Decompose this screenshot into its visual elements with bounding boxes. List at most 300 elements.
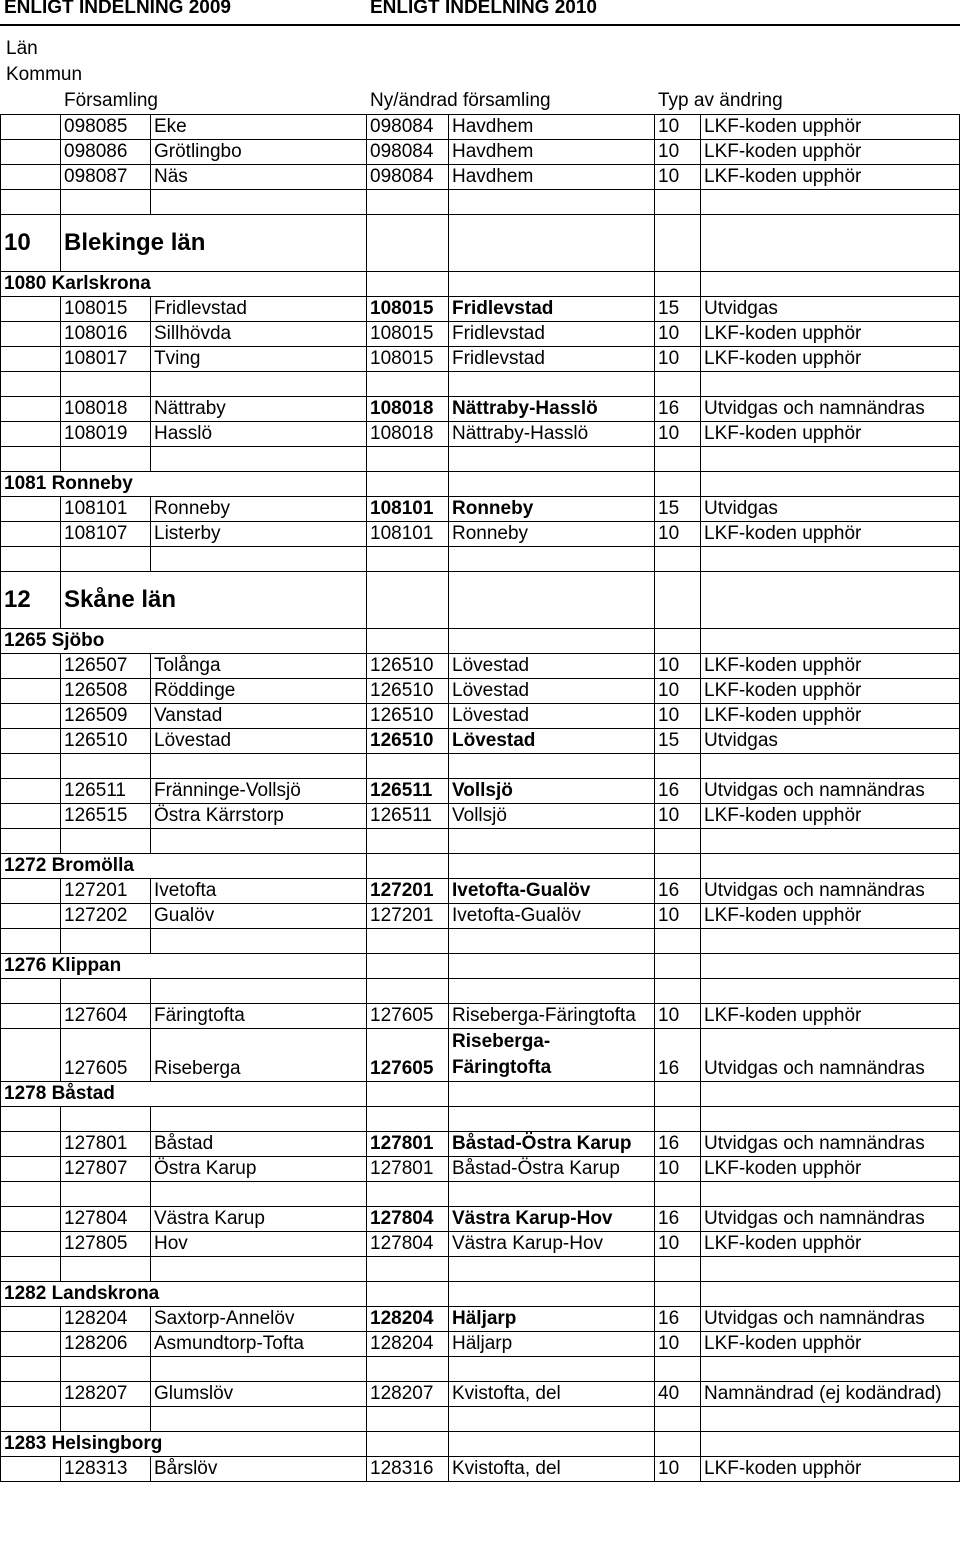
kommun-cell [1, 1282, 367, 1307]
table-row [1, 904, 960, 929]
table-row [1, 1029, 960, 1082]
label-forsamling: Församling [64, 90, 158, 111]
change-type-code: 10 [655, 1332, 701, 1357]
empty-cell [701, 572, 960, 629]
forsamling-name: Tolånga [151, 654, 367, 679]
indent-cell [1, 779, 61, 804]
label-typ: Typ av ändring [658, 90, 783, 111]
table-row [1, 140, 960, 165]
forsamling-code: 128313 [61, 1457, 151, 1482]
empty-cell [701, 1357, 960, 1382]
empty-cell [1, 190, 61, 215]
empty-cell [61, 372, 151, 397]
empty-cell [151, 1182, 367, 1207]
kommun-number: 1272 [4, 855, 47, 876]
indent-cell [1, 1029, 61, 1082]
kommun-number: 1276 [4, 955, 47, 976]
new-name: Kvistofta, del [449, 1382, 655, 1407]
empty-cell [367, 1082, 449, 1107]
indent-cell [1, 347, 61, 372]
forsamling-name: Fränninge-Vollsjö [151, 779, 367, 804]
table-row [1, 1457, 960, 1482]
empty-cell [655, 572, 701, 629]
change-type-code: 10 [655, 1232, 701, 1257]
empty-cell [449, 572, 655, 629]
empty-cell [151, 190, 367, 215]
forsamling-name: Glumslöv [151, 1382, 367, 1407]
blank-row [1, 754, 960, 779]
change-type-code: 16 [655, 1307, 701, 1332]
kommun-name: Ronneby [51, 473, 133, 494]
kom-row [1, 1082, 960, 1107]
change-type-code: 10 [655, 115, 701, 140]
new-name: Nättraby-Hasslö [449, 397, 655, 422]
empty-cell [1, 1407, 61, 1432]
empty-cell [655, 447, 701, 472]
empty-cell [61, 929, 151, 954]
change-type-code: 40 [655, 1382, 701, 1407]
new-name: Havdhem [449, 115, 655, 140]
kom-row [1, 272, 960, 297]
new-code: 127801 [367, 1132, 449, 1157]
kom-row [1, 954, 960, 979]
new-name: Vollsjö [449, 804, 655, 829]
empty-cell [367, 854, 449, 879]
empty-cell [701, 190, 960, 215]
table-row [1, 347, 960, 372]
blank-row [1, 447, 960, 472]
indent-cell [1, 1157, 61, 1182]
blank-row [1, 1257, 960, 1282]
empty-cell [1, 372, 61, 397]
blank-row [1, 829, 960, 854]
change-type-code: 10 [655, 1157, 701, 1182]
change-type-desc: Utvidgas och namnändras [701, 879, 960, 904]
change-type-desc: LKF-koden upphör [701, 140, 960, 165]
empty-cell [151, 447, 367, 472]
empty-cell [655, 929, 701, 954]
empty-cell [655, 1107, 701, 1132]
empty-cell [1, 1107, 61, 1132]
forsamling-code: 108016 [61, 322, 151, 347]
new-name-line1: Riseberga- [452, 1031, 551, 1052]
empty-cell [61, 1107, 151, 1132]
empty-cell [449, 829, 655, 854]
new-name: Lövestad [449, 704, 655, 729]
empty-cell [367, 547, 449, 572]
change-type-desc: LKF-koden upphör [701, 804, 960, 829]
indent-cell [1, 904, 61, 929]
new-code: 128316 [367, 1457, 449, 1482]
table-row [1, 1157, 960, 1182]
forsamling-code: 108019 [61, 422, 151, 447]
blank-row [1, 979, 960, 1004]
new-name: Havdhem [449, 140, 655, 165]
kommun-cell [1, 1082, 367, 1107]
change-type-code: 10 [655, 347, 701, 372]
change-type-code: 10 [655, 904, 701, 929]
empty-cell [151, 547, 367, 572]
new-name: Vollsjö [449, 779, 655, 804]
new-code: 108101 [367, 522, 449, 547]
new-name: Ivetofta-Gualöv [449, 904, 655, 929]
indent-cell [1, 497, 61, 522]
kom-row [1, 1432, 960, 1457]
empty-cell [655, 1432, 701, 1457]
kommun-name: Bromölla [51, 855, 134, 876]
empty-cell [61, 1257, 151, 1282]
change-type-desc: Utvidgas [701, 297, 960, 322]
blank-row [1, 929, 960, 954]
forsamling-code: 128204 [61, 1307, 151, 1332]
empty-cell [701, 1407, 960, 1432]
label-lan: Län [6, 38, 38, 59]
change-type-desc: Utvidgas [701, 729, 960, 754]
empty-cell [367, 447, 449, 472]
change-type-desc: Namnändrad (ej kodändrad) [701, 1382, 960, 1407]
new-code: 128204 [367, 1332, 449, 1357]
blank-row [1, 1107, 960, 1132]
empty-cell [61, 754, 151, 779]
forsamling-code: 126511 [61, 779, 151, 804]
indent-cell [1, 397, 61, 422]
new-code: 108015 [367, 297, 449, 322]
forsamling-code: 128206 [61, 1332, 151, 1357]
kommun-cell [1, 854, 367, 879]
new-code: 128204 [367, 1307, 449, 1332]
empty-cell [1, 1257, 61, 1282]
table-row [1, 497, 960, 522]
table-row [1, 322, 960, 347]
empty-cell [151, 372, 367, 397]
empty-cell [449, 447, 655, 472]
forsamling-code: 108101 [61, 497, 151, 522]
forsamling-name: Vanstad [151, 704, 367, 729]
forsamling-code: 127801 [61, 1132, 151, 1157]
lan-number: 10 [1, 215, 61, 272]
empty-cell [701, 447, 960, 472]
change-type-code: 10 [655, 654, 701, 679]
forsamling-name: Sillhövda [151, 322, 367, 347]
change-type-code: 16 [655, 397, 701, 422]
kommun-number: 1081 [4, 473, 47, 494]
new-code: 126510 [367, 729, 449, 754]
kommun-name: Klippan [51, 955, 122, 976]
forsamling-name: Asmundtorp-Tofta [151, 1332, 367, 1357]
empty-cell [655, 829, 701, 854]
indent-cell [1, 322, 61, 347]
kommun-cell [1, 272, 367, 297]
empty-cell [1, 929, 61, 954]
new-code: 108018 [367, 397, 449, 422]
indent-cell [1, 704, 61, 729]
kommun-number: 1283 [4, 1433, 47, 1454]
forsamling-code: 126508 [61, 679, 151, 704]
empty-cell [449, 1257, 655, 1282]
empty-cell [449, 1182, 655, 1207]
empty-cell [701, 215, 960, 272]
new-name: Lövestad [449, 654, 655, 679]
change-type-desc: LKF-koden upphör [701, 165, 960, 190]
new-code: 098084 [367, 140, 449, 165]
empty-cell [367, 929, 449, 954]
kommun-cell [1, 954, 367, 979]
empty-cell [701, 272, 960, 297]
empty-cell [701, 547, 960, 572]
empty-cell [61, 1407, 151, 1432]
empty-cell [367, 372, 449, 397]
new-code: 127605 [367, 1029, 449, 1082]
change-type-code: 10 [655, 1004, 701, 1029]
empty-cell [367, 1432, 449, 1457]
forsamling-name: Östra Kärrstorp [151, 804, 367, 829]
forsamling-name: Hov [151, 1232, 367, 1257]
kommun-number: 1265 [4, 630, 47, 651]
lan-number: 12 [1, 572, 61, 629]
kommun-cell [1, 629, 367, 654]
forsamling-name: Listerby [151, 522, 367, 547]
forsamling-code: 108018 [61, 397, 151, 422]
change-type-desc: LKF-koden upphör [701, 522, 960, 547]
table-row [1, 422, 960, 447]
lan-name: Blekinge län [61, 215, 367, 272]
change-type-desc: Utvidgas och namnändras [701, 1307, 960, 1332]
empty-cell [151, 1107, 367, 1132]
forsamling-code: 127805 [61, 1232, 151, 1257]
forsamling-code: 108015 [61, 297, 151, 322]
forsamling-code: 127804 [61, 1207, 151, 1232]
empty-cell [367, 1107, 449, 1132]
empty-cell [655, 854, 701, 879]
new-name: Ivetofta-Gualöv [449, 879, 655, 904]
new-name: Ronneby [449, 497, 655, 522]
change-type-code: 10 [655, 165, 701, 190]
indent-cell [1, 165, 61, 190]
new-code: 127804 [367, 1232, 449, 1257]
new-code: 108101 [367, 497, 449, 522]
indent-cell [1, 140, 61, 165]
change-type-desc: Utvidgas och namnändras [701, 1029, 960, 1082]
new-code: 098084 [367, 165, 449, 190]
empty-cell [151, 754, 367, 779]
empty-cell [701, 1082, 960, 1107]
empty-cell [61, 447, 151, 472]
empty-cell [367, 272, 449, 297]
forsamling-code: 127202 [61, 904, 151, 929]
change-type-desc: LKF-koden upphör [701, 654, 960, 679]
change-type-desc: LKF-koden upphör [701, 347, 960, 372]
empty-cell [151, 829, 367, 854]
header-bar [0, 0, 960, 26]
forsamling-name: Lövestad [151, 729, 367, 754]
kommun-name: Karlskrona [51, 273, 151, 294]
change-type-desc: Utvidgas och namnändras [701, 397, 960, 422]
empty-cell [449, 854, 655, 879]
empty-cell [449, 472, 655, 497]
empty-cell [151, 1407, 367, 1432]
kommun-cell [1, 1432, 367, 1457]
empty-cell [655, 979, 701, 1004]
empty-cell [701, 854, 960, 879]
table-row [1, 654, 960, 679]
new-name: Riseberga-Färingtofta [449, 1004, 655, 1029]
forsamling-name: Färingtofta [151, 1004, 367, 1029]
blank-row [1, 190, 960, 215]
change-type-code: 16 [655, 1132, 701, 1157]
forsamling-name: Fridlevstad [151, 297, 367, 322]
kommun-number: 1080 [4, 273, 47, 294]
empty-cell [701, 754, 960, 779]
empty-cell [61, 1357, 151, 1382]
empty-cell [449, 1107, 655, 1132]
empty-cell [655, 1357, 701, 1382]
new-code: 126511 [367, 779, 449, 804]
forsamling-name: Näs [151, 165, 367, 190]
change-type-code: 15 [655, 729, 701, 754]
new-name: Lövestad [449, 729, 655, 754]
change-type-desc: LKF-koden upphör [701, 1157, 960, 1182]
indent-cell [1, 297, 61, 322]
change-type-code: 16 [655, 779, 701, 804]
indent-cell [1, 1207, 61, 1232]
table-row [1, 165, 960, 190]
empty-cell [701, 1257, 960, 1282]
change-type-desc: LKF-koden upphör [701, 422, 960, 447]
empty-cell [367, 472, 449, 497]
empty-cell [449, 754, 655, 779]
new-code: 127201 [367, 904, 449, 929]
change-type-desc: Utvidgas och namnändras [701, 1207, 960, 1232]
empty-cell [61, 979, 151, 1004]
indent-cell [1, 1382, 61, 1407]
forsamling-name: Båstad [151, 1132, 367, 1157]
table-row [1, 115, 960, 140]
change-type-code: 10 [655, 804, 701, 829]
change-type-code: 16 [655, 1029, 701, 1082]
forsamling-name: Ivetofta [151, 879, 367, 904]
forsamling-name: Eke [151, 115, 367, 140]
table-row [1, 879, 960, 904]
change-type-code: 15 [655, 297, 701, 322]
empty-cell [449, 979, 655, 1004]
indent-cell [1, 679, 61, 704]
new-name: Häljarp [449, 1307, 655, 1332]
label-ny-forsamling: Ny/ändrad församling [370, 90, 551, 111]
forsamling-code: 108107 [61, 522, 151, 547]
empty-cell [701, 1432, 960, 1457]
empty-cell [151, 929, 367, 954]
change-type-desc: Utvidgas [701, 497, 960, 522]
table-row [1, 779, 960, 804]
empty-cell [367, 1257, 449, 1282]
forsamling-name: Gualöv [151, 904, 367, 929]
empty-cell [449, 547, 655, 572]
empty-cell [61, 829, 151, 854]
change-type-code: 10 [655, 1457, 701, 1482]
new-name [449, 1029, 655, 1082]
forsamling-code: 126515 [61, 804, 151, 829]
kommun-cell [1, 472, 367, 497]
blank-row [1, 1182, 960, 1207]
new-code: 128207 [367, 1382, 449, 1407]
empty-cell [151, 1357, 367, 1382]
kom-row [1, 854, 960, 879]
forsamling-code: 126510 [61, 729, 151, 754]
empty-cell [61, 1182, 151, 1207]
forsamling-code: 108017 [61, 347, 151, 372]
kommun-number: 1278 [4, 1083, 47, 1104]
empty-cell [655, 272, 701, 297]
table-row [1, 679, 960, 704]
forsamling-name: Östra Karup [151, 1157, 367, 1182]
lan-name: Skåne län [61, 572, 367, 629]
indent-cell [1, 522, 61, 547]
forsamling-code: 098086 [61, 140, 151, 165]
table-row [1, 1332, 960, 1357]
new-name: Fridlevstad [449, 347, 655, 372]
change-type-code: 10 [655, 322, 701, 347]
empty-cell [655, 629, 701, 654]
change-type-desc: LKF-koden upphör [701, 322, 960, 347]
change-type-code: 16 [655, 879, 701, 904]
new-code: 108015 [367, 322, 449, 347]
empty-cell [701, 1282, 960, 1307]
kommun-name: Helsingborg [51, 1433, 163, 1454]
empty-cell [655, 1082, 701, 1107]
empty-cell [655, 1257, 701, 1282]
kommun-name: Landskrona [51, 1283, 160, 1304]
indent-cell [1, 1232, 61, 1257]
empty-cell [449, 372, 655, 397]
new-code: 108015 [367, 347, 449, 372]
empty-cell [367, 629, 449, 654]
forsamling-code: 127605 [61, 1029, 151, 1082]
new-name: Fridlevstad [449, 322, 655, 347]
forsamling-name: Nättraby [151, 397, 367, 422]
lan-row [1, 572, 960, 629]
empty-cell [701, 1107, 960, 1132]
empty-cell [367, 1407, 449, 1432]
new-code: 126511 [367, 804, 449, 829]
table-row [1, 397, 960, 422]
forsamling-name: Hasslö [151, 422, 367, 447]
empty-cell [151, 1257, 367, 1282]
forsamling-code: 128207 [61, 1382, 151, 1407]
new-code: 127801 [367, 1157, 449, 1182]
new-name: Båstad-Östra Karup [449, 1132, 655, 1157]
change-type-code: 10 [655, 422, 701, 447]
new-name: Kvistofta, del [449, 1457, 655, 1482]
indent-cell [1, 115, 61, 140]
empty-cell [449, 929, 655, 954]
label-kommun: Kommun [6, 64, 83, 85]
blank-row [1, 372, 960, 397]
indent-cell [1, 1457, 61, 1482]
change-type-code: 10 [655, 704, 701, 729]
kommun-number: 1282 [4, 1283, 47, 1304]
kom-row [1, 1282, 960, 1307]
empty-cell [449, 629, 655, 654]
empty-cell [449, 1432, 655, 1457]
change-type-desc: Utvidgas och namnändras [701, 1132, 960, 1157]
empty-cell [367, 979, 449, 1004]
header-2010: ENLIGT INDELNING 2010 [370, 0, 597, 18]
empty-cell [449, 954, 655, 979]
table-row [1, 1132, 960, 1157]
indent-cell [1, 1004, 61, 1029]
forsamling-code: 098085 [61, 115, 151, 140]
empty-cell [367, 215, 449, 272]
